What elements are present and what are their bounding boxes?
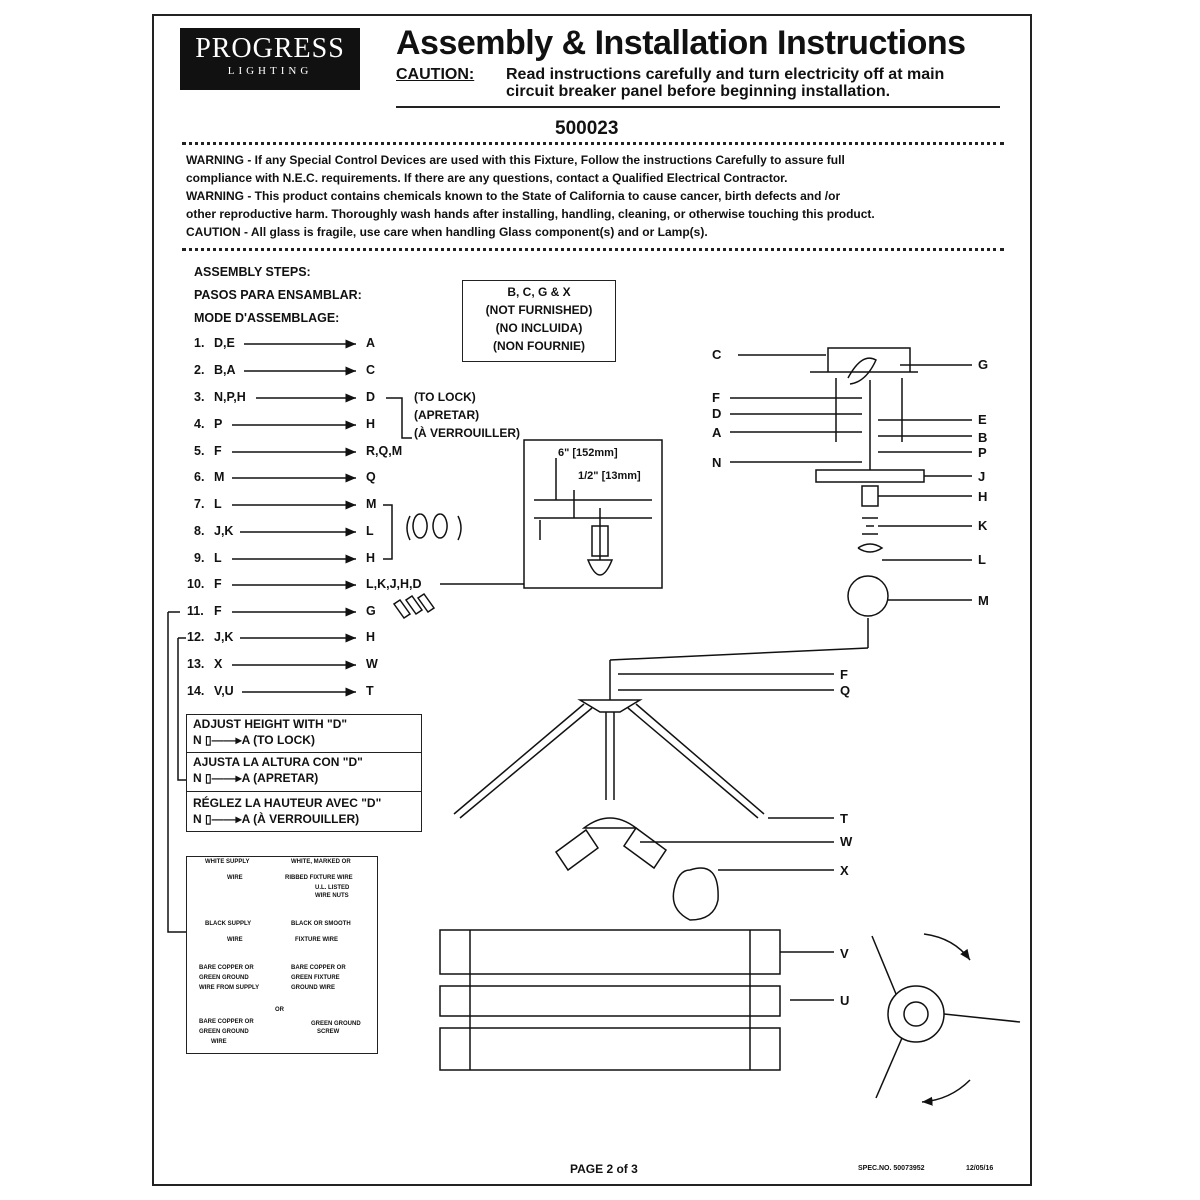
adjust-title-fr: RÉGLEZ LA HAUTEUR AVEC "D" <box>193 796 382 810</box>
warning-line-5: CAUTION - All glass is fragile, use care when handling Glass component(s) and or Lamp(s). <box>186 225 708 239</box>
part-label-j: J <box>978 469 986 484</box>
step-from: M <box>214 470 225 484</box>
header-es: PASOS PARA ENSAMBLAR: <box>194 288 362 302</box>
wiring-label: WIRE NUTS <box>315 893 349 899</box>
wiring-label: GROUND WIRE <box>291 985 335 991</box>
step-to: D <box>366 390 376 404</box>
step-to: M <box>366 497 377 511</box>
adjust-line-en: N ▯——▸A (TO LOCK) <box>193 733 315 747</box>
wiring-label: SCREW <box>317 1029 340 1035</box>
step-from: L <box>214 497 222 511</box>
nf-line-4: (NON FOURNIE) <box>493 339 585 353</box>
model-number: 500023 <box>555 118 619 139</box>
wiring-label: BLACK OR SMOOTH <box>291 921 351 927</box>
part-label-a: A <box>712 425 722 440</box>
step-number: 11. <box>187 604 204 618</box>
step-to: H <box>366 551 376 565</box>
wiring-label: U.L. LISTED <box>315 885 350 891</box>
step-from: J,K <box>214 524 234 538</box>
step-to: A <box>366 336 376 350</box>
step-to: H <box>366 417 376 431</box>
lock-es: (APRETAR) <box>414 408 480 422</box>
wiring-label: GREEN FIXTURE <box>291 975 340 981</box>
revision-date: 12/05/16 <box>966 1165 994 1172</box>
step-to: R,Q,M <box>366 444 403 458</box>
part-label-c: C <box>712 347 722 362</box>
part-label-m: M <box>978 593 989 608</box>
part-label-g: G <box>978 357 989 372</box>
step-number: 12. <box>187 630 205 644</box>
step-to: L <box>366 524 374 538</box>
step-number: 2. <box>194 363 205 377</box>
wiring-label: OR <box>275 1007 284 1013</box>
warning-line-2: compliance with N.E.C. requirements. If there are any questions, contact a Qualified Electrical Contractor. <box>186 171 788 185</box>
wiring-label: WIRE FROM SUPPLY <box>199 985 260 991</box>
step-number: 14. <box>187 684 205 698</box>
step-to: H <box>366 630 376 644</box>
header-en: ASSEMBLY STEPS: <box>194 265 311 279</box>
wiring-label: FIXTURE WIRE <box>295 937 338 943</box>
step-to: T <box>366 684 374 698</box>
step-from: J,K <box>214 630 234 644</box>
part-label-q: Q <box>840 683 851 698</box>
wiring-label: BARE COPPER OR <box>199 965 254 971</box>
wiring-label: GREEN GROUND <box>199 975 249 981</box>
step-from: X <box>214 657 223 671</box>
step-from: F <box>214 577 222 591</box>
step-number: 9. <box>194 551 205 565</box>
wiring-label: WHITE SUPPLY <box>205 859 250 865</box>
adjust-title-es: AJUSTA LA ALTURA CON "D" <box>193 755 363 769</box>
warning-line-3: WARNING - This product contains chemicals known to the State of California to cause cancer, birth defects and /or <box>186 189 841 203</box>
part-label-l: L <box>978 552 986 567</box>
header-fr: MODE D'ASSEMBLAGE: <box>194 311 340 325</box>
step-number: 8. <box>194 524 205 538</box>
part-label-k: K <box>978 518 988 533</box>
part-label-u: U <box>840 993 850 1008</box>
brand-name: PROGRESS <box>195 33 345 64</box>
step-from: P <box>214 417 223 431</box>
step-number: 4. <box>194 417 205 431</box>
wiring-label: BARE COPPER OR <box>291 965 346 971</box>
nf-line-3: (NO INCLUIDA) <box>495 321 583 335</box>
wiring-label: GREEN GROUND <box>311 1021 361 1027</box>
part-label-d: D <box>712 406 722 421</box>
step-number: 3. <box>194 390 205 404</box>
step-number: 13. <box>187 657 205 671</box>
part-label-t: T <box>840 811 848 826</box>
dimension-half-in: 1/2" [13mm] <box>578 470 641 482</box>
wiring-label: RIBBED FIXTURE WIRE <box>285 875 353 881</box>
brand-sub: LIGHTING <box>227 65 313 77</box>
wiring-label: WHITE, MARKED OR <box>291 859 351 865</box>
step-from: L <box>214 551 222 565</box>
adjust-line-es: N ▯——▸A (APRETAR) <box>193 771 319 785</box>
step-number: 1. <box>194 336 205 350</box>
dimension-6in: 6" [152mm] <box>558 447 618 459</box>
step-to: G <box>366 604 376 618</box>
wiring-label: WIRE <box>227 937 243 943</box>
nf-line-2: (NOT FURNISHED) <box>485 303 593 317</box>
lock-en: (TO LOCK) <box>414 390 476 404</box>
part-label-f: F <box>712 390 720 405</box>
adjust-line-fr: N ▯——▸A (À VERROUILLER) <box>193 812 360 826</box>
lock-fr: (À VERROUILLER) <box>414 426 520 440</box>
wiring-label: BARE COPPER OR <box>199 1019 254 1025</box>
step-from: N,P,H <box>214 390 246 404</box>
step-from: D,E <box>214 336 235 350</box>
part-label-p: P <box>978 445 987 460</box>
step-from: V,U <box>214 684 234 698</box>
wiring-label: GREEN GROUND <box>199 1029 249 1035</box>
step-from: B,A <box>214 363 236 377</box>
part-label-e: E <box>978 412 987 427</box>
caution-label: CAUTION: <box>396 66 475 83</box>
step-to: Q <box>366 470 376 484</box>
step-to: W <box>366 657 378 671</box>
step-number: 5. <box>194 444 205 458</box>
step-number: 7. <box>194 497 205 511</box>
step-from: F <box>214 444 222 458</box>
step-number: 6. <box>194 470 205 484</box>
page-number: PAGE 2 of 3 <box>570 1162 638 1176</box>
nf-line-1: B, C, G & X <box>507 285 571 299</box>
part-label-x: X <box>840 863 849 878</box>
part-label-b: B <box>978 430 988 445</box>
step-to: C <box>366 363 376 377</box>
wiring-label: BLACK SUPPLY <box>205 921 252 927</box>
adjust-title-en: ADJUST HEIGHT WITH "D" <box>193 717 348 731</box>
page-title: Assembly & Installation Instructions <box>396 24 966 62</box>
wiring-label: WIRE <box>227 875 243 881</box>
step-from: F <box>214 604 222 618</box>
part-label-w: W <box>840 834 853 849</box>
warning-line-4: other reproductive harm. Thoroughly wash hands after installing, handling, cleaning, or otherwise touching this product. <box>186 207 875 221</box>
part-label-v: V <box>840 946 849 961</box>
warning-line-1: WARNING - If any Special Control Devices are used with this Fixture, Follow the instructions Carefully to assure full <box>186 153 845 167</box>
spec-number: SPEC.NO. 50073952 <box>858 1165 925 1172</box>
step-number: 10. <box>187 577 205 591</box>
part-label-h: H <box>978 489 988 504</box>
caution-text: Read instructions carefully and turn electricity off at main circuit breaker panel before beginning installation. <box>506 66 945 100</box>
part-label-f2: F <box>840 667 848 682</box>
wiring-label: WIRE <box>211 1039 227 1045</box>
part-label-n: N <box>712 455 722 470</box>
step-to: L,K,J,H,D <box>366 577 422 591</box>
